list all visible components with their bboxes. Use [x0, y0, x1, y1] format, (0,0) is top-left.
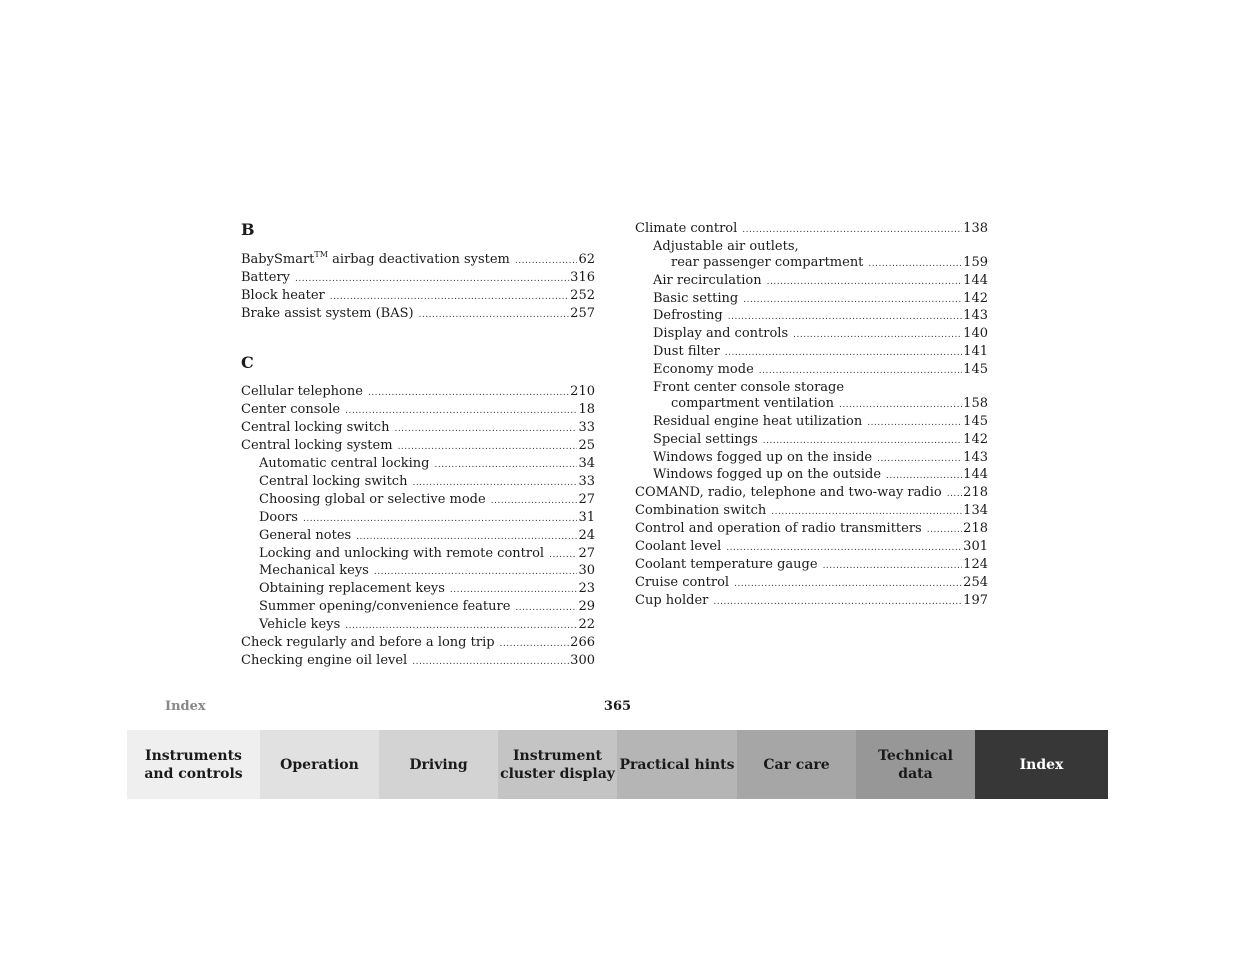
index-entry[interactable]	[241, 251, 595, 269]
index-entry-page[interactable]: 300	[570, 653, 595, 668]
index-entry-page[interactable]: 252	[570, 288, 595, 303]
index-entry-page[interactable]: 254	[963, 575, 988, 590]
index-entry[interactable]	[653, 431, 988, 449]
dot-leader	[412, 474, 577, 492]
index-entry-label: Battery	[241, 270, 291, 285]
index-entry-label: Brake assist system (BAS)	[241, 306, 414, 321]
index-entry-page[interactable]: 29	[578, 599, 595, 614]
index-entry-page[interactable]: 266	[570, 635, 595, 650]
index-entry-label: Cellular telephone	[241, 384, 363, 399]
index-entry-page[interactable]: 158	[963, 396, 988, 411]
index-entry-label: Climate control	[635, 221, 738, 236]
index-entry-page[interactable]: 144	[963, 273, 988, 288]
tab-driving[interactable]: Driving	[379, 730, 498, 799]
dot-leader	[726, 539, 962, 557]
index-entry-label: Cup holder	[635, 593, 709, 608]
index-letter-heading: C	[241, 353, 254, 372]
dot-leader	[927, 521, 962, 539]
index-entry[interactable]	[241, 269, 595, 287]
index-entry-page[interactable]: 145	[963, 414, 988, 429]
index-entry[interactable]	[259, 455, 595, 473]
index-entry-page[interactable]: 145	[963, 362, 988, 377]
index-entry-label: Control and operation of radio transmitters	[635, 521, 922, 536]
dot-leader	[734, 575, 962, 593]
index-entry-page[interactable]: 143	[963, 308, 988, 323]
index-entry[interactable]	[241, 383, 595, 401]
index-entry-label: Residual engine heat utilization	[653, 414, 863, 429]
index-entry[interactable]	[653, 290, 988, 308]
index-entry-label: Choosing global or selective mode	[259, 492, 486, 507]
index-entry[interactable]	[259, 616, 595, 634]
index-entry[interactable]	[635, 520, 988, 538]
tab-instrument-cluster-display[interactable]: Instrument cluster display	[498, 730, 617, 799]
index-entry[interactable]	[259, 473, 595, 491]
index-entry-page[interactable]: 141	[963, 344, 988, 359]
index-entry-page[interactable]: 33	[578, 420, 595, 435]
chapter-tab-bar	[127, 730, 1108, 799]
footer-section-label: Index	[165, 699, 206, 714]
index-entry[interactable]	[241, 634, 595, 652]
index-entry[interactable]	[241, 419, 595, 437]
index-entry-page[interactable]: 257	[570, 306, 595, 321]
index-entry[interactable]	[671, 254, 988, 272]
dot-leader	[394, 420, 577, 438]
index-entry-label: Obtaining replacement keys	[259, 581, 445, 596]
dot-leader	[886, 467, 962, 485]
dot-leader	[515, 252, 578, 270]
index-entry-page[interactable]: 27	[578, 492, 595, 507]
dot-leader	[398, 438, 578, 456]
trademark-superscript: TM	[314, 250, 328, 259]
index-entry-page[interactable]: 197	[963, 593, 988, 608]
index-entry-page[interactable]: 22	[578, 617, 595, 632]
dot-leader	[435, 456, 578, 474]
dot-leader	[767, 273, 963, 291]
index-entry-page[interactable]: 27	[578, 546, 595, 561]
index-entry-page[interactable]: 62	[578, 252, 595, 267]
index-entry-page[interactable]: 142	[963, 291, 988, 306]
index-entry-label: Front center console storage	[653, 380, 845, 395]
dot-leader	[725, 344, 962, 362]
dot-leader	[763, 432, 962, 450]
index-letter-heading: B	[241, 220, 255, 239]
index-entry-label: Air recirculation	[653, 273, 762, 288]
index-entry-page[interactable]: 138	[963, 221, 988, 236]
index-entry-page[interactable]: 134	[963, 503, 988, 518]
index-entry-label: Checking engine oil level	[241, 653, 408, 668]
index-entry-label: Summer opening/convenience feature	[259, 599, 511, 614]
dot-leader	[771, 503, 962, 521]
index-entry[interactable]	[259, 491, 595, 509]
dot-leader	[356, 528, 577, 546]
dot-leader	[823, 557, 963, 575]
index-entry-label: Doors	[259, 510, 298, 525]
dot-leader	[450, 581, 578, 599]
index-entry[interactable]	[653, 343, 988, 361]
index-entry[interactable]	[653, 449, 988, 467]
index-entry-page[interactable]: 33	[578, 474, 595, 489]
dot-leader	[345, 617, 577, 635]
index-entry[interactable]	[653, 466, 988, 484]
index-entry-label: Coolant temperature gauge	[635, 557, 818, 572]
index-entry[interactable]	[259, 562, 595, 580]
dot-leader	[419, 306, 570, 324]
index-entry[interactable]	[241, 652, 595, 670]
index-entry-label: Vehicle keys	[259, 617, 341, 632]
index-entry-page[interactable]: 124	[963, 557, 988, 572]
index-entry-label: Basic setting	[653, 291, 739, 306]
dot-leader	[868, 255, 962, 273]
index-entry-label: COMAND, radio, telephone and two-way radio	[635, 485, 942, 500]
index-entry[interactable]	[635, 592, 988, 610]
index-entry-label: Windows fogged up on the outside	[653, 467, 882, 482]
index-entry-label: Coolant level	[635, 539, 722, 554]
tab-technical-data[interactable]: Technical data	[856, 730, 975, 799]
index-entry-label: rear passenger compartment	[671, 255, 864, 270]
index-entry-page[interactable]: 218	[963, 521, 988, 536]
index-entry-label: Special settings	[653, 432, 758, 447]
index-entry[interactable]	[653, 413, 988, 431]
tab-operation[interactable]: Operation	[260, 730, 379, 799]
index-entry-label: Center console	[241, 402, 341, 417]
index-entry-label: BabySmart™ airbag deactivation system	[241, 250, 510, 267]
index-entry[interactable]	[259, 509, 595, 527]
index-entry[interactable]	[635, 538, 988, 556]
tab-index[interactable]: Index	[975, 730, 1108, 799]
dot-leader	[303, 510, 577, 528]
index-entry-page[interactable]: 140	[963, 326, 988, 341]
dot-leader	[345, 402, 577, 420]
index-entry[interactable]	[259, 580, 595, 598]
index-entry-label: General notes	[259, 528, 352, 543]
index-entry[interactable]	[241, 305, 595, 323]
dot-leader	[295, 270, 569, 288]
dot-leader	[330, 288, 569, 306]
index-entry-page[interactable]: 30	[578, 563, 595, 578]
index-entry[interactable]	[241, 287, 595, 305]
index-entry-page[interactable]: 31	[578, 510, 595, 525]
dot-leader	[368, 384, 569, 402]
dot-leader	[491, 492, 578, 510]
index-entry-label: Defrosting	[653, 308, 723, 323]
index-entry[interactable]	[241, 401, 595, 419]
index-entry-page[interactable]: 144	[963, 467, 988, 482]
dot-leader	[374, 563, 578, 581]
index-entry-page[interactable]: 210	[570, 384, 595, 399]
index-entry[interactable]	[241, 437, 595, 455]
dot-leader	[839, 396, 962, 414]
index-entry-label: Block heater	[241, 288, 325, 303]
index-entry-page[interactable]: 218	[963, 485, 988, 500]
dot-leader	[867, 414, 962, 432]
index-entry[interactable]	[259, 598, 595, 616]
index-entry[interactable]	[635, 484, 988, 502]
dot-leader	[793, 326, 962, 344]
index-entry-label: compartment ventilation	[671, 396, 834, 411]
index-entry[interactable]	[653, 307, 988, 325]
index-entry-label: Windows fogged up on the inside	[653, 450, 873, 465]
tab-practical-hints[interactable]: Practical hints	[617, 730, 737, 799]
index-entry-label: Automatic central locking	[259, 456, 430, 471]
index-entry-page[interactable]: 34	[578, 456, 595, 471]
index-entry-page[interactable]: 301	[963, 539, 988, 554]
index-entry[interactable]	[259, 545, 595, 563]
dot-leader	[742, 221, 962, 239]
index-entry[interactable]	[653, 325, 988, 343]
dot-leader	[759, 362, 962, 380]
index-entry-label: Dust filter	[653, 344, 720, 359]
index-entry-label: Cruise control	[635, 575, 730, 590]
tab-car-care[interactable]: Car care	[737, 730, 856, 799]
index-entry-page[interactable]: 25	[578, 438, 595, 453]
dot-leader	[728, 308, 962, 326]
index-entry[interactable]	[259, 527, 595, 545]
footer-page-number: 365	[603, 699, 632, 714]
dot-leader	[713, 593, 962, 611]
dot-leader	[500, 635, 570, 653]
index-entry-page[interactable]: 24	[578, 528, 595, 543]
index-entry-page[interactable]: 18	[578, 402, 595, 417]
index-entry-label: Adjustable air outlets,	[653, 239, 799, 254]
index-entry[interactable]	[671, 395, 988, 413]
index-entry-label: Check regularly and before a long trip	[241, 635, 495, 650]
index-entry-page[interactable]: 159	[963, 255, 988, 270]
index-entry-label: Display and controls	[653, 326, 789, 341]
index-entry-label: Economy mode	[653, 362, 754, 377]
tab-instruments-and-controls[interactable]: Instruments and controls	[127, 730, 260, 799]
index-entry-label: Central locking system	[241, 438, 393, 453]
index-entry[interactable]	[635, 556, 988, 574]
index-entry[interactable]	[653, 361, 988, 379]
index-entry[interactable]	[635, 502, 988, 520]
index-entry-label: Central locking switch	[259, 474, 408, 489]
index-entry[interactable]	[635, 574, 988, 592]
index-entry-label: Locking and unlocking with remote control	[259, 546, 545, 561]
index-entry-label: Central locking switch	[241, 420, 390, 435]
index-entry-label: Mechanical keys	[259, 563, 369, 578]
index-entry[interactable]	[653, 272, 988, 290]
dot-leader	[412, 653, 569, 671]
index-entry-page[interactable]: 143	[963, 450, 988, 465]
dot-leader	[515, 599, 577, 617]
index-entry-page[interactable]: 316	[570, 270, 595, 285]
dot-leader	[947, 485, 962, 503]
index-entry-label: Combination switch	[635, 503, 767, 518]
index-entry-page[interactable]: 142	[963, 432, 988, 447]
index-entry[interactable]	[635, 220, 988, 238]
index-entry-page[interactable]: 23	[578, 581, 595, 596]
